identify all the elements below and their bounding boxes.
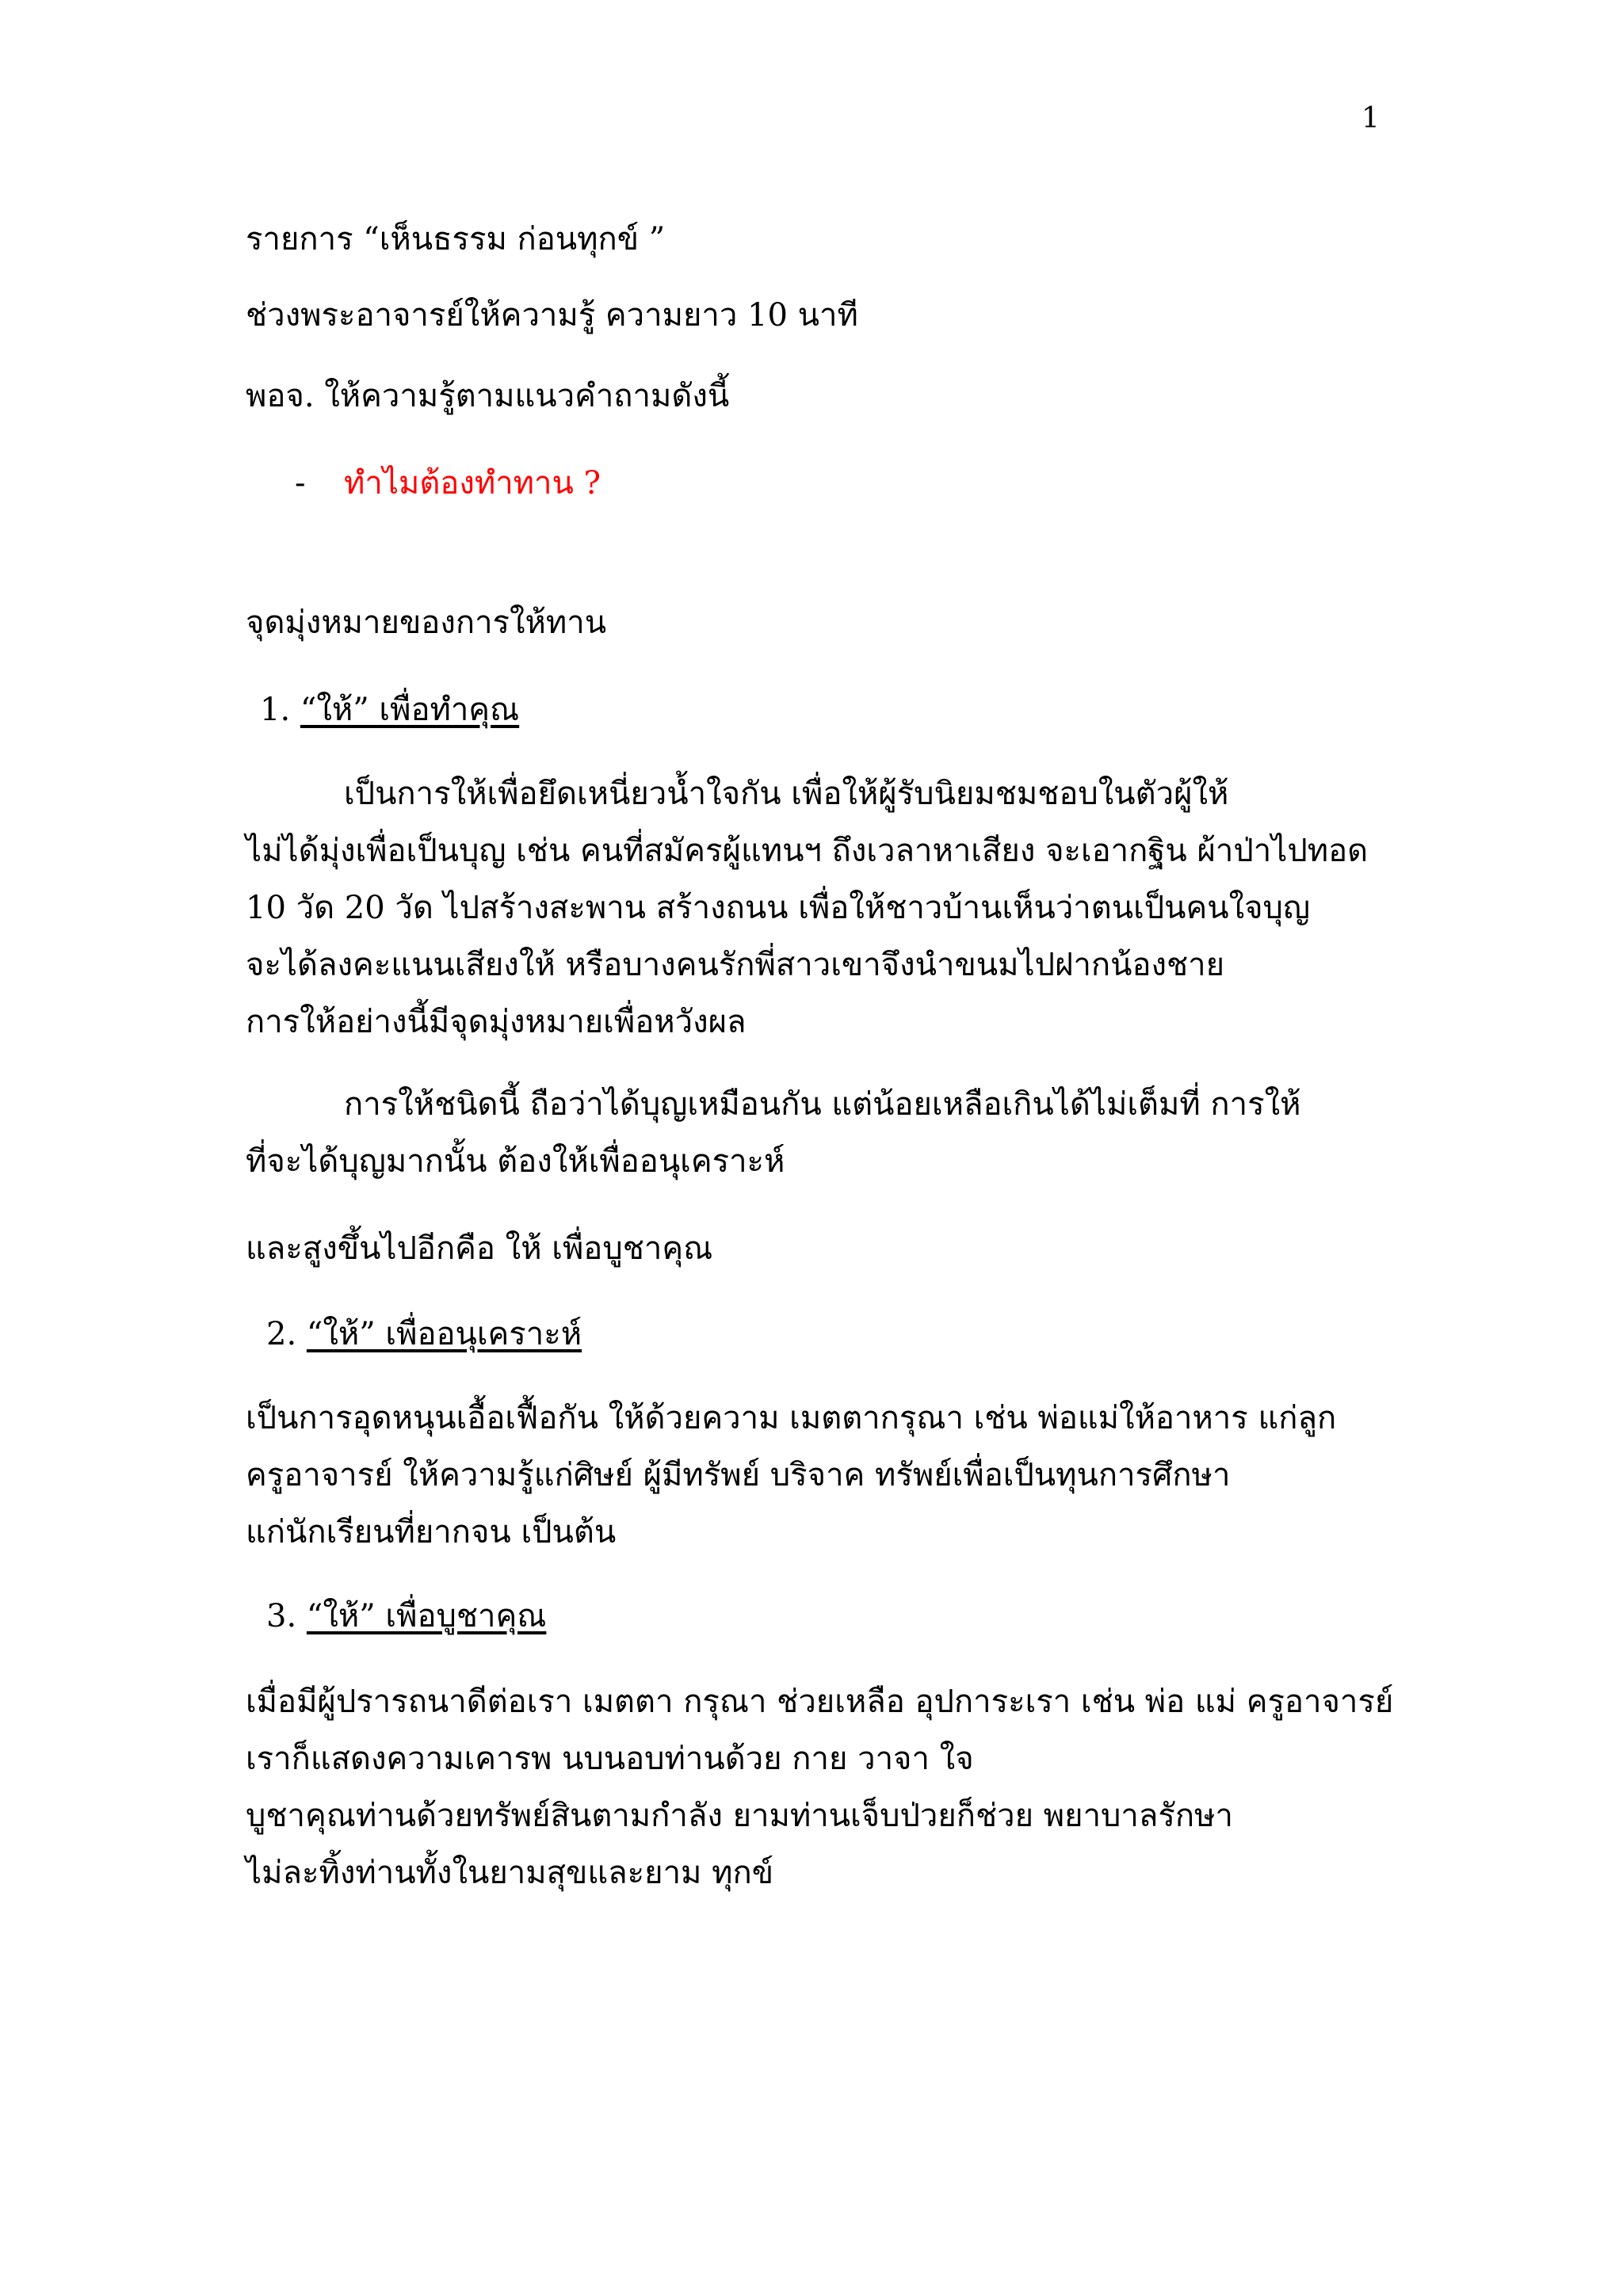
paragraph-line: แก่นักเรียนที่ยากจน เป็นต้น bbox=[246, 1514, 617, 1550]
page-number: 1 bbox=[1361, 102, 1380, 135]
paragraph-line: เป็นการอุดหนุนเอื้อเฟื้อกัน ให้ด้วยความ เมตตากรุณา เช่น พ่อแม่ให้อาหาร แก่ลูก bbox=[246, 1400, 1337, 1436]
question-item bbox=[295, 455, 601, 512]
section-heading-2 bbox=[266, 1306, 582, 1363]
paragraph-line: 10 วัด 20 วัด ไปสร้างสะพาน สร้างถนน เพื่อให้ชาวบ้านเห็นว่าตนเป็นคนใจบุญ bbox=[246, 890, 1311, 926]
instruction-line: พอจ. ให้ความรู้ตามแนวคำถามดังนี้ bbox=[246, 378, 730, 414]
section-heading-1 bbox=[260, 681, 519, 738]
paragraph-line: ครูอาจารย์ ให้ความรู้แก่ศิษย์ ผู้มีทรัพย์ บริจาค ทรัพย์เพื่อเป็นทุนการศึกษา bbox=[246, 1457, 1231, 1493]
paragraph-line: เป็นการให้เพื่อยึดเหนี่ยวน้ำใจกัน เพื่อให้ผู้รับนิยมชมชอบในตัวผู้ให้ bbox=[344, 776, 1229, 812]
section-2-paragraph-1 bbox=[246, 1390, 1387, 1561]
paragraph-line: เมื่อมีผู้ปรารถนาดีต่อเรา เมตตา กรุณา ช่วยเหลือ อุปการะเรา เช่น พ่อ แม่ ครูอาจารย์ bbox=[246, 1684, 1394, 1720]
question-text: ทำไมต้องทำทาน ? bbox=[344, 465, 601, 502]
program-title-line: รายการ “เห็นธรรม ก่อนทุกข์ ” bbox=[246, 221, 666, 257]
section-number: 3. bbox=[266, 1598, 297, 1634]
section-1-paragraph-1 bbox=[246, 765, 1387, 1051]
section-title: “ให้” เพื่อบูชาคุณ bbox=[306, 1598, 547, 1634]
section-1-paragraph-2 bbox=[246, 1076, 1387, 1190]
paragraph-line: ที่จะได้บุญมากนั้น ต้องให้เพื่ออนุเคราะห์ bbox=[246, 1143, 785, 1180]
paragraph-line: การให้อย่างนี้มีจุดมุ่งหมายเพื่อหวังผล bbox=[246, 1004, 747, 1040]
objectives-heading: จุดมุ่งหมายของการให้ทาน bbox=[246, 605, 607, 641]
section-title: “ให้” เพื่อทำคุณ bbox=[300, 692, 520, 728]
paragraph-line: การให้ชนิดนี้ ถือว่าได้บุญเหมือนกัน แต่น้อยเหลือเกินได้ไม่เต็มที่ การให้ bbox=[344, 1086, 1301, 1123]
paragraph-line: ไม่ได้มุ่งเพื่อเป็นบุญ เช่น คนที่สมัครผู้แทนฯ ถึงเวลาหาเสียง จะเอากฐิน ผ้าป่าไปทอด bbox=[246, 833, 1369, 869]
section-number: 1. bbox=[260, 692, 291, 728]
section-1-paragraph-3 bbox=[246, 1220, 1387, 1277]
bullet-dash: - bbox=[295, 465, 306, 502]
segment-duration-line: ช่วงพระอาจารย์ให้ความรู้ ความยาว 10 นาที bbox=[246, 297, 858, 334]
section-heading-3 bbox=[266, 1588, 546, 1645]
section-number: 2. bbox=[266, 1316, 297, 1352]
paragraph-line: และสูงขึ้นไปอีกคือ ให้ เพื่อบูชาคุณ bbox=[246, 1230, 713, 1267]
paragraph-line: บูชาคุณท่านด้วยทรัพย์สินตามกำลัง ยามท่านเจ็บป่วยก็ช่วย พยาบาลรักษา bbox=[246, 1798, 1233, 1834]
section-title: “ให้” เพื่ออนุเคราะห์ bbox=[306, 1316, 582, 1352]
paragraph-line: ไม่ละทิ้งท่านทั้งในยามสุขและยาม ทุกข์ bbox=[246, 1855, 774, 1891]
paragraph-line: จะได้ลงคะแนนเสียงให้ หรือบางคนรักพี่สาวเขาจึงนำขนมไปฝากน้องชาย bbox=[246, 947, 1225, 983]
paragraph-line: เราก็แสดงความเคารพ นบนอบท่านด้วย กาย วาจา ใจ bbox=[246, 1741, 974, 1777]
section-3-paragraph-1 bbox=[246, 1673, 1394, 1901]
